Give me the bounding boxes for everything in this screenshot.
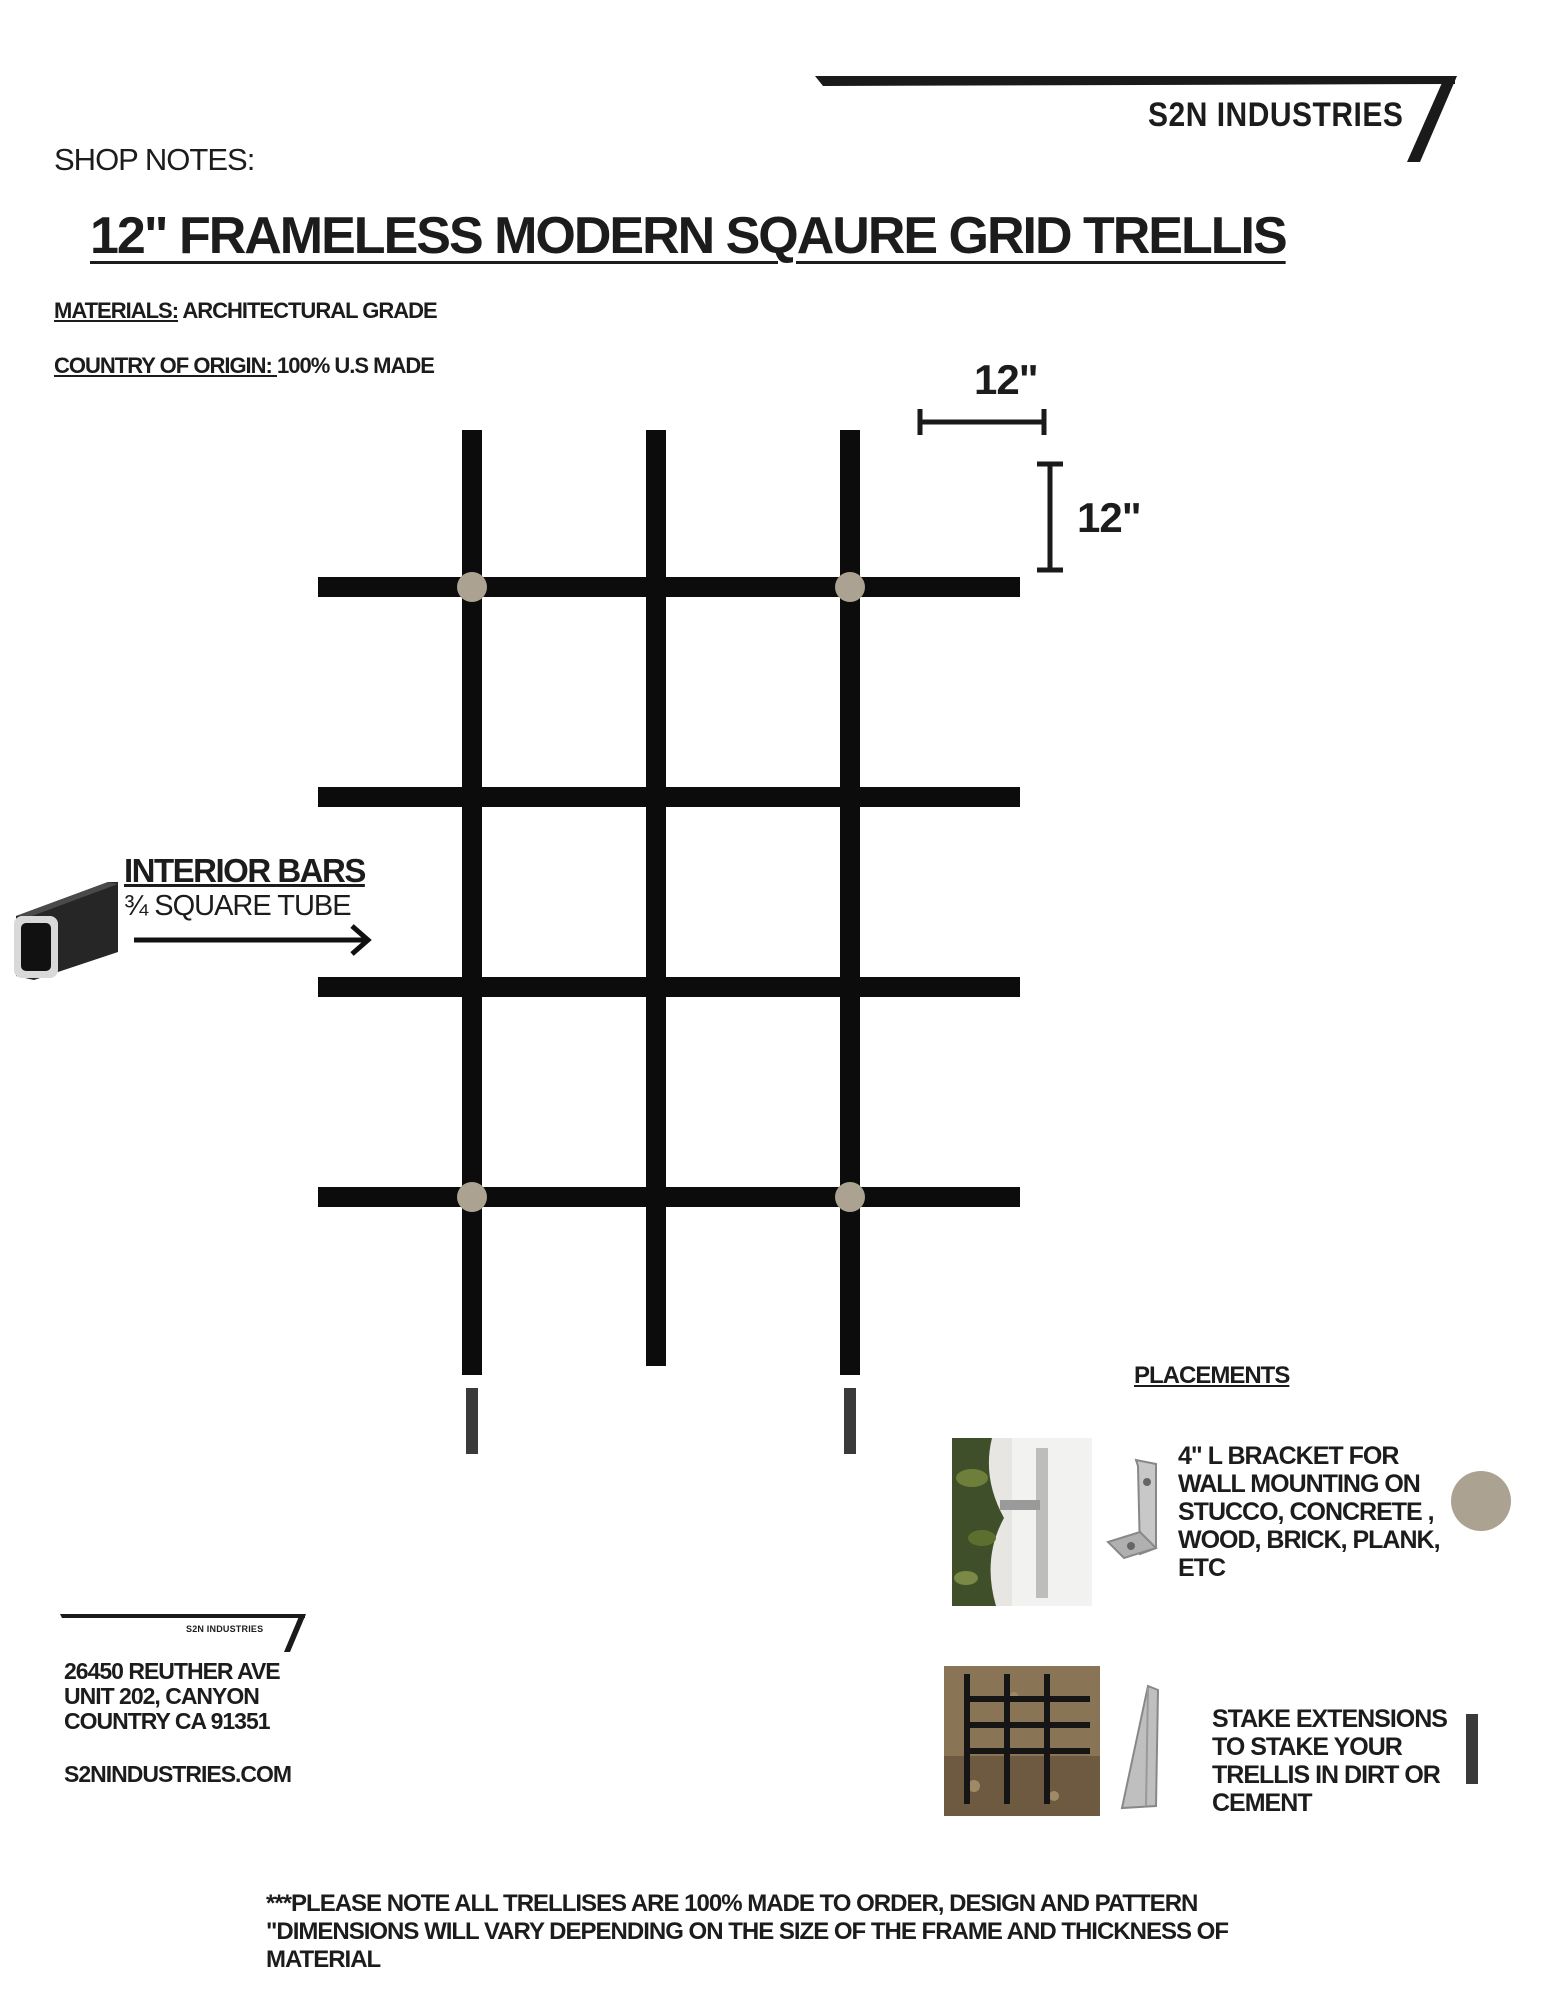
bracket-description: 4" L BRACKET FOR WALL MOUNTING ON STUCCO, CONCRETE , WOOD, BRICK, PLANK, ETC	[1178, 1442, 1440, 1582]
horizontal-bar-2	[318, 787, 1020, 807]
footer-note-line-2: "DIMENSIONS WILL VARY DEPENDING ON THE SIZE OF THE FRAME AND THICKNESS OF	[266, 1918, 1228, 1945]
interior-bars-title: INTERIOR BARS	[124, 852, 365, 889]
stake-installed-photo	[944, 1666, 1100, 1816]
horizontal-bars	[318, 577, 1020, 1207]
bracket-icon	[1104, 1456, 1162, 1560]
horizontal-bar-4	[318, 1187, 1020, 1207]
origin-value: 100% U.S MADE	[277, 353, 434, 378]
page-title: 12" FRAMELESS MODERN SQAURE GRID TRELLIS	[90, 207, 1286, 265]
bracket-point-bottom-left	[457, 1182, 487, 1212]
footer-note	[266, 1890, 1366, 1974]
horizontal-bar-3	[318, 977, 1020, 997]
brand-name: S2N INDUSTRIES	[1148, 96, 1404, 134]
footer-note-line-1: ***PLEASE NOTE ALL TRELLISES ARE 100% MADE TO ORDER, DESIGN AND PATTERN	[266, 1890, 1198, 1917]
bracket-legend-dot	[1450, 1470, 1512, 1532]
bracket-point-top-right	[835, 572, 865, 602]
stake-extensions	[466, 1388, 856, 1454]
small-brand-name: S2N INDUSTRIES	[186, 1624, 264, 1634]
horizontal-bar-1	[318, 577, 1020, 597]
interior-bars-subtitle: ¾ SQUARE TUBE	[124, 890, 351, 922]
address-line-3: COUNTRY CA 91351	[64, 1708, 270, 1734]
stake-right	[844, 1388, 856, 1454]
origin-label: COUNTRY OF ORIGIN:	[54, 353, 277, 378]
small-brand-bar	[60, 1612, 310, 1658]
dimension-vertical-label: 12"	[1077, 494, 1141, 541]
square-tube-illustration	[8, 876, 120, 984]
vertical-bar-center	[646, 430, 666, 1366]
vertical-bars	[462, 430, 860, 1375]
website-link[interactable]: S2NINDUSTRIES.COM	[64, 1761, 292, 1787]
materials-label: MATERIALS:	[54, 298, 179, 323]
stake-left	[466, 1388, 478, 1454]
footer-note-line-3: MATERIAL	[266, 1946, 381, 1973]
vertical-bar-right	[840, 430, 860, 1375]
vertical-bar-left	[462, 430, 482, 1375]
stake-icon	[1116, 1682, 1166, 1812]
stake-description: STAKE EXTENSIONS TO STAKE YOUR TRELLIS IN DIRT OR CEMENT	[1212, 1705, 1447, 1817]
stake-legend-marker	[1466, 1714, 1478, 1784]
shop-notes-label: SHOP NOTES:	[54, 142, 255, 177]
address-line-2: UNIT 202, CANYON	[64, 1683, 259, 1709]
bracket-point-top-left	[457, 572, 487, 602]
company-address	[64, 1659, 324, 1734]
interior-arrow-icon	[130, 922, 376, 958]
address-line-1: 26450 REUTHER AVE	[64, 1658, 280, 1684]
dimension-horizontal-label: 12"	[974, 356, 1038, 403]
wall-bracket-photo	[952, 1438, 1092, 1606]
materials-value: ARCHITECTURAL GRADE	[178, 298, 437, 323]
bracket-point-bottom-right	[835, 1182, 865, 1212]
placements-title: PLACEMENTS	[1134, 1362, 1290, 1389]
